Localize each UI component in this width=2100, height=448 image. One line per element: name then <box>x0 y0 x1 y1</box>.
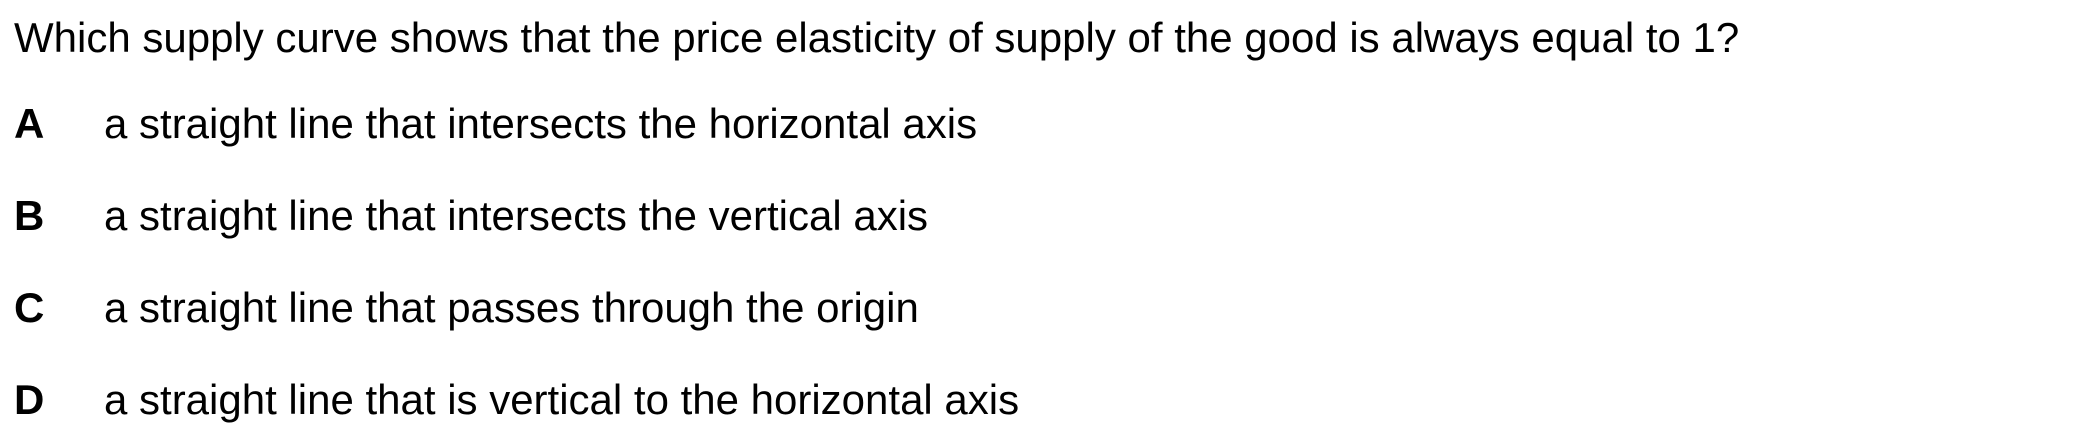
answer-options <box>14 98 2100 426</box>
option-b-text: a straight line that intersects the vertical axis <box>104 192 929 239</box>
option-c[interactable] <box>14 282 2100 334</box>
option-a[interactable] <box>14 98 2100 150</box>
option-d[interactable] <box>14 374 2100 426</box>
option-c-letter: C <box>14 284 45 331</box>
option-a-letter: A <box>14 100 45 147</box>
option-a-text: a straight line that intersects the horizontal axis <box>104 100 978 147</box>
option-d-letter: D <box>14 376 45 423</box>
option-b-letter: B <box>14 192 45 239</box>
question-text: Which supply curve shows that the price elasticity of supply of the good is always equal to 1? <box>14 14 1740 61</box>
option-b[interactable] <box>14 190 2100 242</box>
option-d-text: a straight line that is vertical to the horizontal axis <box>104 376 1020 423</box>
option-c-text: a straight line that passes through the origin <box>104 284 919 331</box>
